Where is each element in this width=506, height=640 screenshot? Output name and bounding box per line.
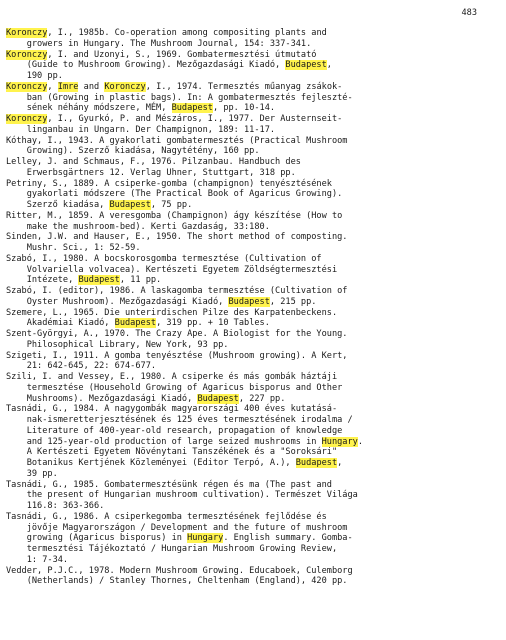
highlighted-term: Budapest — [228, 296, 270, 307]
reference-text: Oyster Mushroom). Mezőgazdasági Kiadó, — [6, 296, 229, 307]
reference-entry — [6, 232, 506, 254]
reference-entry — [6, 566, 506, 588]
reference-entry — [6, 372, 506, 404]
reference-text: Sinden, J.W. and Hauser, E., 1950. The short method of composting. — [6, 232, 348, 243]
reference-entry — [6, 157, 506, 179]
reference-entry — [6, 136, 506, 158]
reference-text: Erwerbsgärtners 12. Verlag Uhner, Stuttgart, 318 pp. — [6, 167, 296, 178]
reference-text: Botanikus Kertjének Közleményei (Editor Terpó, A.), — [6, 458, 296, 468]
reference-line — [6, 136, 506, 147]
reference-text: Philosophical Library, New York, 93 pp. — [6, 339, 229, 350]
reference-text: the present of Hungarian mushroom cultivation). Természet Világa — [6, 490, 358, 501]
reference-line — [6, 501, 506, 512]
reference-line — [6, 533, 506, 544]
reference-text: Szabó, I. (editor), 1986. A laskagomba termesztése (Cultivation of — [6, 286, 348, 296]
reference-text: . — [357, 436, 364, 447]
reference-text: Tasnádi, G., 1984. A nagygombák magyarországi 400 éves kutatásá- — [6, 404, 338, 415]
reference-text: Lelley, J. and Schmaus, F., 1976. Pilzanbau. Handbuch des — [6, 157, 301, 167]
reference-text: nak-ismeretterjesztésének és 125 éves termesztésének irodalma / — [6, 415, 353, 425]
reference-line — [6, 103, 506, 114]
reference-entry — [6, 50, 506, 82]
highlighted-term: Budapest — [109, 200, 151, 210]
highlighted-term: Budapest — [171, 103, 213, 114]
reference-line — [6, 189, 506, 200]
reference-text: Mushr. Sci., 1: 52-59. — [6, 243, 141, 253]
highlighted-term: Hungary — [321, 436, 358, 447]
reference-entry — [6, 404, 506, 479]
reference-line — [6, 125, 506, 136]
reference-text: , 215 pp. — [269, 296, 317, 307]
reference-entry — [6, 351, 506, 373]
reference-entry — [6, 179, 506, 211]
reference-text: , — [326, 60, 332, 71]
reference-line — [6, 544, 506, 555]
reference-line — [6, 480, 506, 491]
reference-line — [6, 39, 506, 50]
highlighted-term: Koronczy — [6, 49, 48, 60]
reference-entry — [6, 211, 506, 233]
reference-line — [6, 490, 506, 501]
reference-text: termesztése (Household Growing of Agaricus bisporus and Other — [6, 382, 343, 393]
reference-text: Volvariella volvacea). Kertészeti Egyetem Zöldségtermesztési — [6, 264, 338, 275]
highlighted-term: Budapest — [197, 393, 239, 404]
reference-line — [6, 426, 506, 437]
reference-text: , I., Gyurkó, P. and Mészáros, I., 1977. Der Austernseit- — [47, 114, 343, 124]
reference-text: ban (Growing in plastic bags). In: A gombatermesztés fejleszté- — [6, 92, 353, 103]
reference-line — [6, 232, 506, 243]
reference-text: (Netherlands) / Stanley Thornes, Cheltenham (England), 420 pp. — [6, 576, 348, 587]
reference-line — [6, 447, 506, 458]
reference-text: , I., 1974. Termesztés műanyag zsákok- — [145, 81, 343, 92]
reference-line — [6, 383, 506, 394]
highlighted-term: Koronczy — [104, 81, 146, 92]
reference-line — [6, 469, 506, 480]
reference-text: Tasnádi, G., 1986. A csiperkegomba termesztésének fejlődése és — [6, 511, 327, 522]
reference-text: , 75 pp. — [150, 200, 193, 210]
reference-line — [6, 576, 506, 587]
reference-text: jövője Magyarországon / Development and the future of mushroom — [6, 522, 348, 533]
reference-text: , 227 pp. — [238, 393, 286, 404]
reference-list — [6, 28, 506, 587]
reference-line — [6, 340, 506, 351]
reference-line — [6, 329, 506, 340]
reference-text: Growing). Szerző kiadása, Nagytétény, 160 pp. — [6, 146, 260, 157]
reference-text: make the mushroom-bed). Kerti Gazdaság, 33:180. — [6, 221, 270, 232]
reference-text: Ritter, M., 1859. A veresgomba (Champignon) ágy készítése (How to — [6, 210, 343, 221]
reference-line — [6, 566, 506, 577]
highlighted-term: Budapest — [295, 458, 338, 468]
reference-line — [6, 60, 506, 71]
reference-text: Intézete, — [6, 275, 79, 286]
reference-line — [6, 254, 506, 265]
highlighted-term: Budapest — [114, 318, 157, 329]
reference-line — [6, 512, 506, 523]
reference-text: Kóthay, I., 1943. A gyakorlati gombatermesztés (Practical Mushroom — [6, 135, 348, 146]
highlighted-term: Imre — [57, 81, 79, 92]
reference-text: 116.8: 363-366. — [6, 501, 105, 511]
reference-line — [6, 555, 506, 566]
reference-text: Vedder, P.J.C., 1978. Modern Mushroom Growing. Educaboek, Culemborg — [6, 565, 353, 576]
reference-text: Akadémiai Kiadó, — [6, 318, 115, 329]
reference-text: A Kertészeti Egyetem Növénytani Tanszékének és a "Soroksári" — [6, 447, 338, 458]
reference-text: , I. and Uzonyi, S., 1969. Gombatermesztési útmutató — [47, 49, 317, 60]
reference-entry — [6, 82, 506, 114]
reference-text: Petriny, S., 1889. A csiperke-gomba (champignon) tenyésztésének — [6, 178, 332, 189]
reference-line — [6, 415, 506, 426]
highlighted-term: Budapest — [285, 60, 327, 71]
reference-text: sének néhány módszere, MÉM, — [6, 103, 172, 114]
reference-line — [6, 275, 506, 286]
reference-text: , I., 1985b. Co-operation among compositing plants and — [47, 28, 327, 38]
highlighted-term: Hungary — [187, 533, 224, 544]
reference-text: (Guide to Mushroom Growing). Mezőgazdasági Kiadó, — [6, 60, 286, 71]
reference-text: Szili, I. and Vessey, E., 1980. A csiperke és más gombák háztáji — [6, 372, 338, 382]
reference-line — [6, 297, 506, 308]
reference-text: Szent-Györgyi, A., 1970. The Crazy Ape. A Biologist for the Young. — [6, 329, 348, 339]
reference-text: Tasnádi, G., 1985. Gombatermesztésünk régen és ma (The past and — [6, 479, 332, 490]
reference-text: growing (Agaricus bisporus) in — [6, 533, 188, 544]
page-number: 483 — [461, 8, 477, 18]
reference-line — [6, 71, 506, 82]
reference-line — [6, 28, 506, 39]
reference-text: growers in Hungary. The Mushroom Journal, 154: 337-341. — [6, 38, 312, 49]
reference-line — [6, 394, 506, 405]
highlighted-term: Koronczy — [6, 81, 48, 92]
highlighted-term: Koronczy — [6, 28, 48, 38]
reference-text: . English summary. Gomba- — [223, 533, 353, 544]
reference-text: Szigeti, I., 1911. A gomba tenyésztése (Mushroom growing). A Kert, — [6, 350, 348, 361]
reference-entry — [6, 480, 506, 512]
reference-line — [6, 243, 506, 254]
reference-line — [6, 93, 506, 104]
reference-line — [6, 168, 506, 179]
reference-entry — [6, 286, 506, 308]
reference-text: , — [337, 458, 343, 468]
highlighted-term: Budapest — [78, 275, 120, 286]
reference-entry — [6, 512, 506, 566]
reference-text: termesztési Tájékoztató / Hungarian Mushroom Growing Review, — [6, 544, 338, 554]
reference-line — [6, 404, 506, 415]
reference-line — [6, 179, 506, 190]
reference-line — [6, 146, 506, 157]
reference-line — [6, 211, 506, 222]
reference-text: 39 pp. — [6, 468, 58, 479]
reference-entry — [6, 254, 506, 286]
reference-text: 190 pp. — [6, 71, 63, 81]
reference-line — [6, 523, 506, 534]
reference-line — [6, 308, 506, 319]
reference-text: and — [78, 81, 105, 92]
reference-line — [6, 351, 506, 362]
reference-text: Mushrooms). Mezőgazdasági Kiadó, — [6, 393, 198, 404]
reference-text: , pp. 10-14. — [212, 103, 276, 114]
reference-text: , 319 pp. + 10 Tables. — [156, 318, 270, 329]
reference-text: , 11 pp. — [119, 275, 162, 286]
reference-line — [6, 50, 506, 61]
reference-line — [6, 372, 506, 383]
reference-entry — [6, 308, 506, 330]
reference-line — [6, 222, 506, 233]
reference-text: Literature of 400-year-old research, propagation of knowledge — [6, 425, 343, 436]
reference-text: and 125-year-old production of large seized mushrooms in — [6, 436, 322, 447]
reference-line — [6, 200, 506, 211]
reference-text: gyakorlati módszere (The Practical Book of Agaricus Growing). — [6, 189, 343, 200]
reference-line — [6, 318, 506, 329]
reference-text: , — [47, 81, 58, 92]
reference-text: 21: 642-645, 22: 674-677. — [6, 361, 157, 372]
reference-entry — [6, 28, 506, 50]
reference-line — [6, 82, 506, 93]
reference-entry — [6, 114, 506, 136]
reference-entry — [6, 329, 506, 351]
reference-text: Szemere, L., 1965. Die unterirdischen Pilze des Karpatenbeckens. — [6, 307, 338, 318]
reference-line — [6, 361, 506, 372]
reference-text: Szabó, I., 1980. A bocskorosgomba termesztése (Cultivation of — [6, 253, 322, 264]
reference-line — [6, 157, 506, 168]
reference-line — [6, 437, 506, 448]
reference-line — [6, 265, 506, 276]
reference-line — [6, 286, 506, 297]
reference-line — [6, 114, 506, 125]
reference-text: Szerző kiadása, — [6, 200, 110, 210]
highlighted-term: Koronczy — [6, 114, 48, 124]
reference-text: linganbau in Ungarn. Der Champignon, 189: 11-17. — [6, 124, 276, 135]
reference-line — [6, 458, 506, 469]
reference-text: 1: 7-34. — [6, 554, 69, 565]
